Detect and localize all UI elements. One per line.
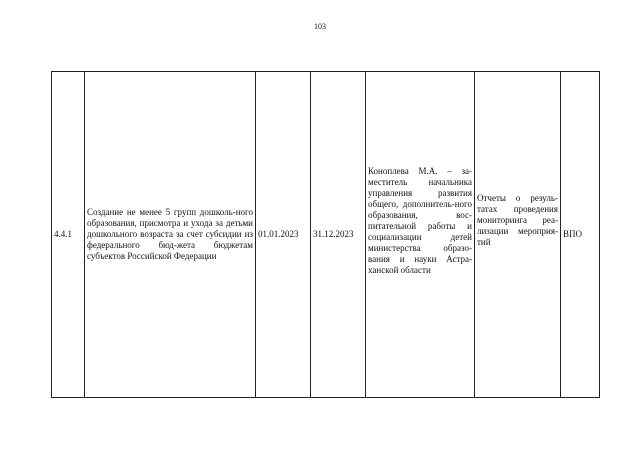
start-date: 01.01.2023 bbox=[256, 72, 311, 398]
program-code: ВПО bbox=[561, 72, 600, 398]
item-number: 4.4.1 bbox=[52, 72, 85, 398]
item-description: Создание не менее 5 групп дошколь-ного образования, присмотра и ухода за детьми дошкольного возраста за счет субсидии из федерального бюд-жета бюджетам субъектов Российской Федерации bbox=[85, 72, 256, 398]
expected-result: Отчеты о резуль-татах проведения мониторинга реа-лизации мероприя-тий bbox=[477, 193, 558, 247]
page-number: 103 bbox=[314, 22, 326, 31]
table-row bbox=[52, 72, 600, 398]
responsible-person: Коноплева М.А. – за-меститель начальника управления развития общего, дополнитель-ного образования, вос-питательной работы и социализации детей министерства образо-вания и науки Астра-ханской области bbox=[368, 165, 472, 275]
end-date: 31.12.2023 bbox=[311, 72, 366, 398]
plan-table bbox=[51, 71, 600, 398]
responsible-cell bbox=[366, 72, 475, 398]
result-cell bbox=[475, 72, 561, 398]
